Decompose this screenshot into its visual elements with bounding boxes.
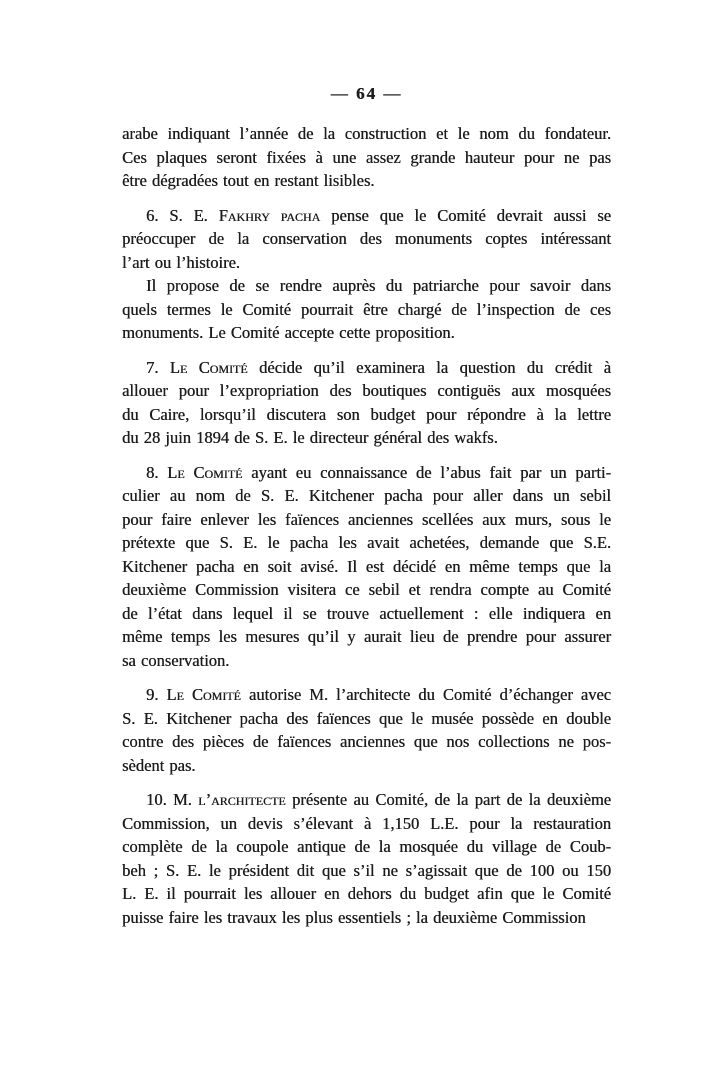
text-line: prétexte que S. E. le pacha les avait achetées, demande que S.E.: [122, 533, 611, 552]
text-line: 6. S. E. Fakhry pacha pense que le Comité devrait aussi se: [146, 205, 612, 225]
text-line: même temps les mesures qu’il y aurait lieu de prendre pour assurer: [122, 627, 611, 646]
text-line: complète de la coupole antique de la mosquée du village de Coub-: [122, 837, 611, 856]
text-line: 10. M. l’architecte présente au Comité, de la part de la deuxième: [146, 790, 611, 809]
text-line: contre des pièces de faïences anciennes que nos collections ne pos-: [122, 732, 611, 751]
text-line: beh ; S. E. le président dit que s’il ne s’agissait que de 100 ou 150: [122, 860, 611, 880]
text-line: 9. Le Comité autorise M. l’architecte du Comité d’échanger avec: [146, 685, 611, 704]
text-line: préoccuper de la conservation des monuments coptes intéressant: [122, 229, 611, 248]
small-caps-name: l’architecte: [198, 790, 286, 809]
text-line: deuxième Commission visitera ce sebil et rendra compte au Comité: [122, 580, 611, 599]
text-line: monuments. Le Comité accepte cette proposition.: [122, 323, 455, 342]
text-block: [122, 122, 611, 929]
paragraph-6-proposal: [122, 274, 611, 345]
text-line: de l’état dans lequel il se trouve actuellement : elle indiquera en: [122, 603, 611, 623]
text-line: quels termes le Comité pourrait être chargé de l’inspection de ces: [122, 299, 611, 319]
text-line: Commission, un devis s’élevant à 1,150 L.E. pour la restauration: [122, 813, 611, 833]
text-line: Il propose de se rendre auprès du patriarche pour savoir dans: [146, 276, 611, 295]
text-line: culier au nom de S. E. Kitchener pacha pour aller dans un sebil: [122, 486, 611, 505]
text-line: S. E. Kitchener pacha des faïences que le musée possède en double: [122, 708, 611, 728]
small-caps-name: Le Comité: [166, 685, 241, 704]
text-line: pour faire enlever les faïences anciennes scellées aux murs, sous le: [122, 509, 611, 529]
text-line: sa conservation.: [122, 650, 230, 670]
text-line: l’art ou l’histoire.: [122, 252, 240, 272]
small-caps-name: Le Comité: [167, 462, 243, 482]
paragraph-10-devis-coubbeh: [122, 788, 611, 929]
paragraph-continuation: [122, 122, 611, 193]
text-line: allouer pour l’expropriation des boutiques contiguës aux mosquées: [122, 381, 611, 400]
text-line: puisse faire les travaux les plus essentiels ; la deuxième Commission: [122, 907, 586, 927]
page-number: — 64 —: [330, 84, 403, 103]
paragraph-6-fakhry-pacha: [122, 204, 611, 275]
text-line: Kitchener pacha en soit avisé. Il est décidé en même temps que la: [122, 556, 611, 576]
small-caps-name: Le Comité: [169, 357, 248, 377]
text-line: 7. Le Comité décide qu’il examinera la question du crédit à: [146, 357, 611, 377]
text-line: Ces plaques seront fixées à une assez grande hauteur pour ne pas: [122, 147, 611, 167]
text-line: arabe indiquant l’année de la construction et le nom du fondateur.: [122, 124, 611, 143]
text-line: être dégradées tout en restant lisibles.: [122, 171, 375, 190]
text-line: du Caire, lorsqu’il discutera son budget pour répondre à la lettre: [122, 404, 611, 424]
text-line: du 28 juin 1894 de S. E. le directeur général des wakfs.: [122, 428, 498, 447]
text-line: 8. Le Comité ayant eu connaissance de l’abus fait par un parti-: [146, 462, 611, 482]
paragraph-8-kitchener-sebil: [122, 461, 611, 673]
paragraph-7-credit: [122, 356, 611, 450]
small-caps-name: Fakhry pacha: [218, 205, 321, 225]
text-line: sèdent pas.: [122, 755, 196, 775]
text-line: L. E. il pourrait les allouer en dehors du budget afin que le Comité: [122, 884, 611, 903]
paragraph-9-echange-faiences: [122, 683, 611, 777]
